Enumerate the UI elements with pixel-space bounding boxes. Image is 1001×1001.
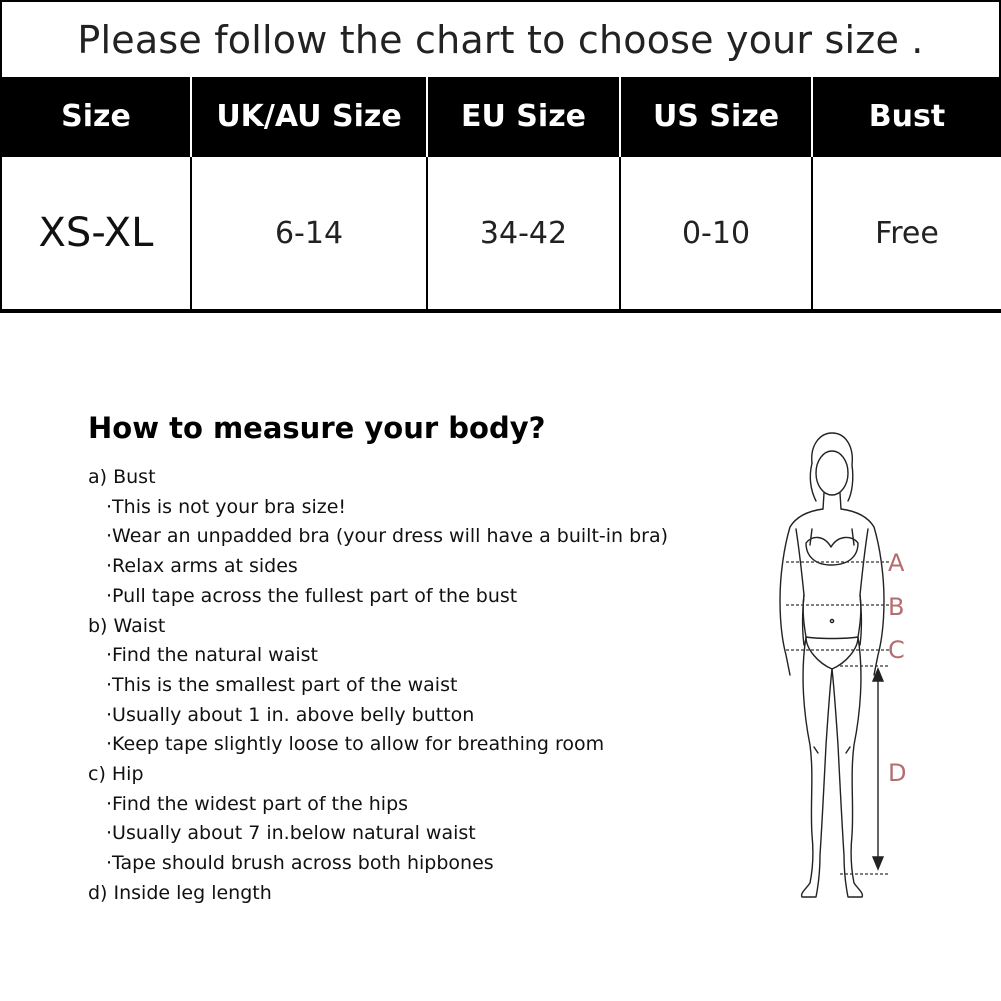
right-leg — [832, 637, 862, 897]
cell-eu-size: 34-42 — [427, 156, 620, 311]
size-chart — [0, 0, 1001, 313]
label-a: A — [888, 549, 905, 577]
label-b: B — [888, 593, 905, 621]
label-d: D — [888, 759, 907, 787]
section-title: b) Waist — [88, 614, 166, 637]
table-header-row — [1, 77, 1001, 156]
body-outline-illustration — [760, 425, 930, 910]
left-leg — [802, 637, 832, 897]
section-title: c) Hip — [88, 763, 144, 786]
table-row — [1, 156, 1001, 311]
instruction-line: ·Usually about 7 in.below natural waist — [106, 822, 476, 845]
instruction-line: ·Find the natural waist — [106, 644, 318, 667]
instruction-line: ·This is the smallest part of the waist — [106, 673, 458, 696]
section-title: a) Bust — [88, 466, 156, 488]
instruction-line: ·Tape should brush across both hipbones — [106, 852, 494, 875]
instruction-line: ·Find the widest part of the hips — [106, 792, 409, 815]
cell-bust: Free — [812, 156, 1001, 311]
briefs — [806, 637, 858, 669]
section-bust — [88, 463, 748, 612]
chart-title: Please follow the chart to choose your size . — [0, 0, 1001, 77]
bra — [806, 537, 858, 565]
header-eu-size: EU Size — [427, 77, 620, 156]
cell-size: XS-XL — [1, 156, 191, 311]
header-size: Size — [1, 77, 191, 156]
body-figure — [760, 425, 930, 910]
measure-heading: How to measure your body? — [88, 411, 546, 445]
size-table — [0, 77, 1001, 313]
header-us-size: US Size — [620, 77, 812, 156]
header-uk-au-size: UK/AU Size — [191, 77, 427, 156]
cell-uk-au-size: 6-14 — [191, 156, 427, 311]
label-c: C — [888, 636, 905, 664]
instruction-line: ·Keep tape slightly loose to allow for breathing room — [106, 733, 605, 756]
header-bust: Bust — [812, 77, 1001, 156]
instruction-line: ·This is not your bra size! — [106, 495, 347, 518]
section-inside-leg — [88, 879, 748, 909]
inside-leg-arrow — [873, 669, 883, 869]
measure-section — [70, 403, 770, 923]
measure-steps — [88, 463, 748, 909]
instruction-line: ·Wear an unpadded bra (your dress will have a built-in bra) — [106, 525, 669, 548]
cell-us-size: 0-10 — [620, 156, 812, 311]
section-waist — [88, 612, 748, 761]
instruction-line: ·Usually about 1 in. above belly button — [106, 703, 475, 726]
hair-outline — [812, 433, 853, 501]
section-title: d) Inside leg length — [88, 881, 272, 904]
head — [816, 451, 848, 495]
instruction-line: ·Pull tape across the fullest part of the bust — [106, 584, 518, 607]
instruction-line: ·Relax arms at sides — [106, 555, 298, 578]
section-hip — [88, 760, 748, 879]
